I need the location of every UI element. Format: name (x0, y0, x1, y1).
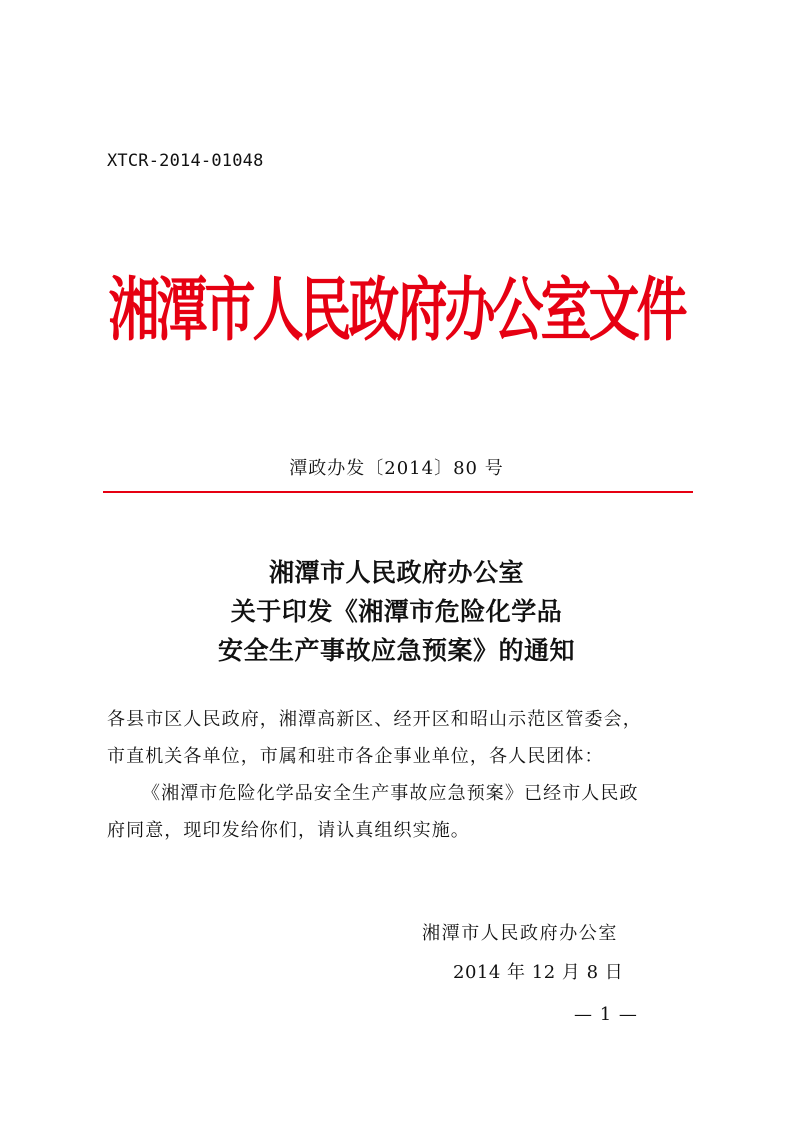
issuer-signature: 湘潭市人民政府办公室 (422, 923, 618, 944)
recipients-line-2: 市直机关各单位，市属和驻市各企事业单位，各人民团体： (107, 746, 604, 767)
masthead-title: 湘潭市人民政府办公室文件 (108, 271, 685, 352)
body-paragraph-line-2: 府同意，现印发给你们，请认真组织实施。 (107, 820, 470, 841)
notice-title-line-2: 关于印发《湘潭市危险化学品 (230, 597, 563, 626)
page-number: — 1 — (574, 1004, 638, 1025)
notice-title-line-3: 安全生产事故应急预案》的通知 (217, 636, 575, 665)
document-number: 潭政办发〔2014〕80 号 (289, 458, 504, 479)
red-divider-line (103, 491, 693, 493)
body-paragraph-line-1: 《湘潭市危险化学品安全生产事故应急预案》已经市人民政 (142, 783, 639, 804)
recipients-line-1: 各县市区人民政府，湘潭高新区、经开区和昭山示范区管委会， (107, 709, 642, 730)
issue-date: 2014 年 12 月 8 日 (453, 962, 624, 983)
notice-title-line-1: 湘潭市人民政府办公室 (268, 558, 524, 587)
document-code: XTCR-2014-01048 (107, 151, 264, 171)
